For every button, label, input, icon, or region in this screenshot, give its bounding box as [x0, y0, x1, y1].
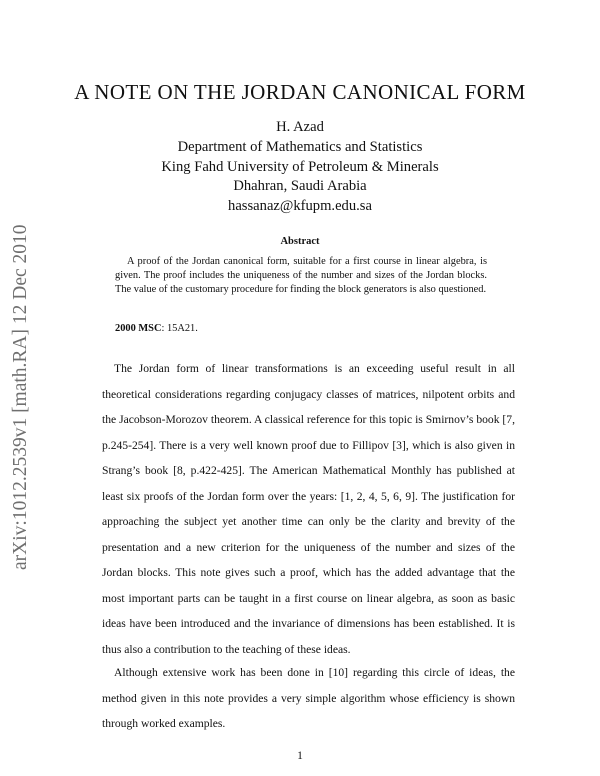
author-block [0, 118, 600, 217]
author-department: Department of Mathematics and Statistics [177, 138, 423, 155]
author-name: H. Azad [276, 119, 324, 135]
body-paragraph-2: Although extensive work has been done in [10] regarding this circle of ideas, the method given in this note provides a very simple algorithm whose efficiency is shown through worked examples. [102, 666, 515, 730]
abstract-text: A proof of the Jordan canonical form, suitable for a first course in linear algebra, is given. The proof includes the uniqueness of the number and sizes of the Jordan blocks. The value of the customary procedure for finding the block generators is also questioned. [115, 256, 487, 296]
author-university: King Fahd University of Petroleum & Minerals [161, 158, 439, 175]
paper-title: A NOTE ON THE JORDAN CANONICAL FORM [74, 80, 526, 104]
abstract-heading: Abstract [280, 236, 320, 247]
msc-value: : 15A21. [161, 323, 198, 334]
body-paragraph-1: The Jordan form of linear transformations is an exceeding useful result in all theoretical considerations regarding conjugacy classes of matrices, nilpotent orbits and the Jacobson-Morozov theorem. A classical reference for this topic is Smirnov’s book [7, p.245-254]. There is a very well known proof due to Fillipov [3], which is also given in Strang’s book [8, p.422-425]. The American Mathematical Monthly has published at least six proofs of the Jordan form over the years: [1, 2, 4, 5, 6, 9]. The justification for approaching the subject yet another time can only be the clarity and brevity of the presentation and a new criterion for the uniqueness of the number and sizes of the Jordan blocks. This note gives such a proof, which has the added advantage that the most important parts can be taught in a first course on linear algebra, as soon as basic ideas have been introduced and the invariance of dimensions has been established. It is thus also a contribution to the teaching of these ideas. [102, 362, 515, 656]
page-number: 1 [297, 750, 303, 762]
arxiv-identifier-stamp: arXiv:1012.2539v1 [math.RA] 12 Dec 2010 [10, 224, 31, 570]
author-email: hassanaz@kfupm.edu.sa [228, 198, 372, 215]
msc-label: 2000 MSC [115, 323, 162, 334]
msc-classification [115, 323, 198, 334]
author-location: Dhahran, Saudi Arabia [233, 178, 367, 195]
